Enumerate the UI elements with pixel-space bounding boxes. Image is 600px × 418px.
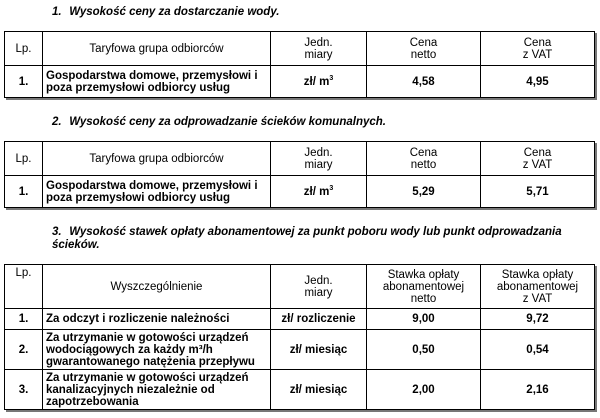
header-group: Taryfowa grupa odbiorców xyxy=(43,142,271,176)
section-1-number: 1. xyxy=(52,6,62,18)
row-gross: 9,72 xyxy=(481,309,595,330)
row-unit: zł/ $m^3$ xyxy=(271,176,367,208)
section-1-heading xyxy=(52,6,279,18)
row-gross: 4,95 xyxy=(481,66,595,98)
table-header-row xyxy=(5,142,595,176)
table-row xyxy=(5,66,595,98)
table-row xyxy=(5,370,595,410)
header-net: Cena netto xyxy=(367,32,481,66)
header-unit: Jedn. miary xyxy=(271,142,367,176)
row-gross: 2,16 xyxy=(481,370,595,410)
section-3-number: 3. xyxy=(52,226,62,238)
section-3-heading xyxy=(52,226,582,252)
table-row xyxy=(5,176,595,208)
table-header-row xyxy=(5,265,595,309)
header-item: Wyszczególnienie xyxy=(43,265,271,309)
row-gross: 5,71 xyxy=(481,176,595,208)
header-unit: Jedn. miary xyxy=(271,265,367,309)
row-unit: zł/ rozliczenie xyxy=(271,309,367,330)
header-gross: Cena z VAT xyxy=(481,32,595,66)
row-net: 9,00 xyxy=(367,309,481,330)
row-gross: 0,54 xyxy=(481,330,595,370)
row-net: 0,50 xyxy=(367,330,481,370)
row-desc: Gospodarstwa domowe, przemysłowi i poza przemysłowi odbiorcy usług xyxy=(43,176,271,208)
sewage-price-table xyxy=(4,141,595,208)
row-unit: zł/ miesiąc xyxy=(271,370,367,410)
subscription-fee-table xyxy=(4,264,595,410)
header-net: Stawka opłaty abonamentowej netto xyxy=(367,265,481,309)
header-unit: Jedn. miary xyxy=(271,32,367,66)
row-lp: 2. xyxy=(5,330,43,370)
header-lp: Lp. xyxy=(5,265,43,309)
water-price-table xyxy=(4,31,595,98)
row-lp: 1. xyxy=(5,176,43,208)
row-net: 5,29 xyxy=(367,176,481,208)
table-row xyxy=(5,330,595,370)
row-desc: Za utrzymanie w gotowości urządzeń kanalizacyjnych niezależnie od zapotrzebowania xyxy=(43,370,271,410)
row-net: 4,58 xyxy=(367,66,481,98)
header-gross: Stawka opłaty abonamentowej z VAT xyxy=(481,265,595,309)
row-net: 2,00 xyxy=(367,370,481,410)
header-group: Taryfowa grupa odbiorców xyxy=(43,32,271,66)
table-header-row xyxy=(5,32,595,66)
row-desc: Za odczyt i rozliczenie należności xyxy=(43,309,271,330)
row-lp: 1. xyxy=(5,309,43,330)
section-3-title: Wysokość stawek opłaty abonamentowej za punkt poboru wody lub punkt odprowadzania ścieków. xyxy=(52,226,562,251)
table-row xyxy=(5,309,595,330)
section-1-title: Wysokość ceny za dostarczanie wody. xyxy=(69,6,280,18)
section-2-heading xyxy=(52,116,386,128)
row-desc: Gospodarstwa domowe, przemysłowi i poza przemysłowi odbiorcy usług xyxy=(43,66,271,98)
row-lp: 3. xyxy=(5,370,43,410)
row-unit: zł/ miesiąc xyxy=(271,330,367,370)
section-2-number: 2. xyxy=(52,116,62,128)
row-lp: 1. xyxy=(5,66,43,98)
row-unit: zł/ $m^3$ xyxy=(271,66,367,98)
row-desc: Za utrzymanie w gotowości urządzeń wodociągowych za każdy m³/h gwarantowanego natężenia przepływu xyxy=(43,330,271,370)
section-2-title: Wysokość ceny za odprowadzanie ścieków komunalnych. xyxy=(69,116,386,128)
header-lp: Lp. xyxy=(5,142,43,176)
header-gross: Cena z VAT xyxy=(481,142,595,176)
header-net: Cena netto xyxy=(367,142,481,176)
header-lp: Lp. xyxy=(5,32,43,66)
